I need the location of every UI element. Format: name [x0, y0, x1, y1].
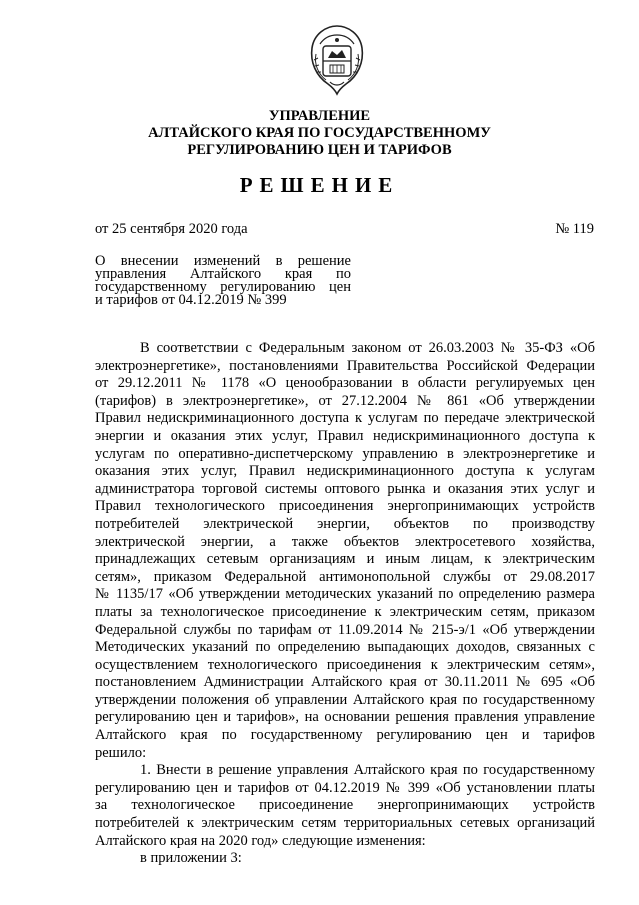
body-line: оказания этих услуг, Правил недискриминационного доступа к услугам	[95, 463, 595, 480]
body-line: Правил недискриминационного доступа к услугам по передаче электрической	[95, 410, 595, 427]
body-line: Алтайского края на 2020 год» следующие изменения:	[95, 832, 426, 849]
body-line: Алтайского края по государственному регулированию цен и тарифов	[95, 727, 595, 744]
decision-date: от 25 сентября 2020 года	[95, 221, 248, 237]
org-line: АЛТАЙСКОГО КРАЯ ПО ГОСУДАРСТВЕННОМУ	[148, 125, 491, 141]
body-line: Федеральной службы по тарифам от 11.09.2014 № 215-э/1 «Об утверждении	[95, 621, 595, 638]
body-line: регулированию цен и тарифов», на основании решения правления управление	[95, 709, 595, 726]
subject-line: О внесении изменений в решение	[95, 253, 351, 269]
org-line: РЕГУЛИРОВАНИЮ ЦЕН И ТАРИФОВ	[187, 142, 452, 158]
org-line: УПРАВЛЕНИЕ	[268, 108, 371, 124]
body-line: принадлежащих сетевым организациям и иным лицам, к электрическим	[95, 551, 595, 568]
body-line: электрической энергии, а также объектов электросетевого хозяйства,	[95, 533, 595, 550]
body-line: потребителей к электрическим сетям территориальных сетевых организаций	[95, 815, 595, 832]
body-line: администратора торговой системы оптового рынка и оказания этих услуг и	[95, 480, 595, 497]
body-line: потребителей электрической энергии, объектов по производству	[95, 515, 595, 532]
document-type-title: РЕШЕНИЕ	[239, 173, 400, 197]
body-line: сетям», приказом Федеральной антимонопольной службы от 29.08.2017	[95, 568, 595, 585]
subject-block	[95, 255, 351, 307]
body-line: Методических указаний по определению выпадающих доходов, связанных с	[95, 639, 595, 656]
body-line: энергии и оказания этих услуг, Правил недискриминационного доступа к	[95, 427, 595, 444]
decision-number: № 119	[555, 221, 594, 237]
body-line: осуществлением технологического присоединения к электрическим сетям»,	[95, 656, 595, 673]
body-line: регулированию цен и тарифов от 04.12.2019 № 399 «Об установлении платы	[95, 779, 595, 796]
body-line: № 1135/17 «Об утверждении методических указаний по определению размера	[95, 586, 595, 603]
body-line: Правил технологического присоединения энергопринимающих устройств	[95, 498, 595, 515]
body-line: от 29.12.2011 № 1178 «О ценообразовании в области регулируемых цен	[95, 375, 595, 392]
decision-body	[95, 340, 595, 868]
organization-name	[0, 108, 639, 159]
subject-line: и тарифов от 04.12.2019 № 399	[95, 292, 287, 308]
subject-line: управления Алтайского края по	[95, 266, 351, 282]
coat-of-arms-icon	[306, 24, 368, 96]
body-line: (тарифов) в электроэнергетике», от 27.12.2004 № 861 «Об утверждении	[95, 392, 595, 409]
body-line: за технологическое присоединение энергопринимающих устройств	[95, 797, 595, 814]
body-line: 1. Внести в решение управления Алтайского края по государственному	[140, 762, 595, 779]
body-line: услугам по оперативно-диспетчерскому управлению в электроэнергетике и	[95, 445, 595, 462]
body-line: решило:	[95, 744, 147, 761]
body-line: В соответствии с Федеральным законом от 26.03.2003 № 35-ФЗ «Об	[140, 340, 595, 356]
body-line: утверждении положения об управлении Алтайского края по государственному	[95, 691, 595, 708]
body-line: постановлением Администрации Алтайского края от 30.11.2011 № 695 «Об	[95, 674, 595, 691]
body-line: в приложении 3:	[140, 850, 242, 867]
subject-line: государственному регулированию цен	[95, 279, 351, 295]
body-line: электроэнергетике», постановлениями Правительства Российской Федерации	[95, 357, 595, 374]
body-line: платы за технологическое присоединение к электрическим сетям, приказом	[95, 603, 595, 620]
